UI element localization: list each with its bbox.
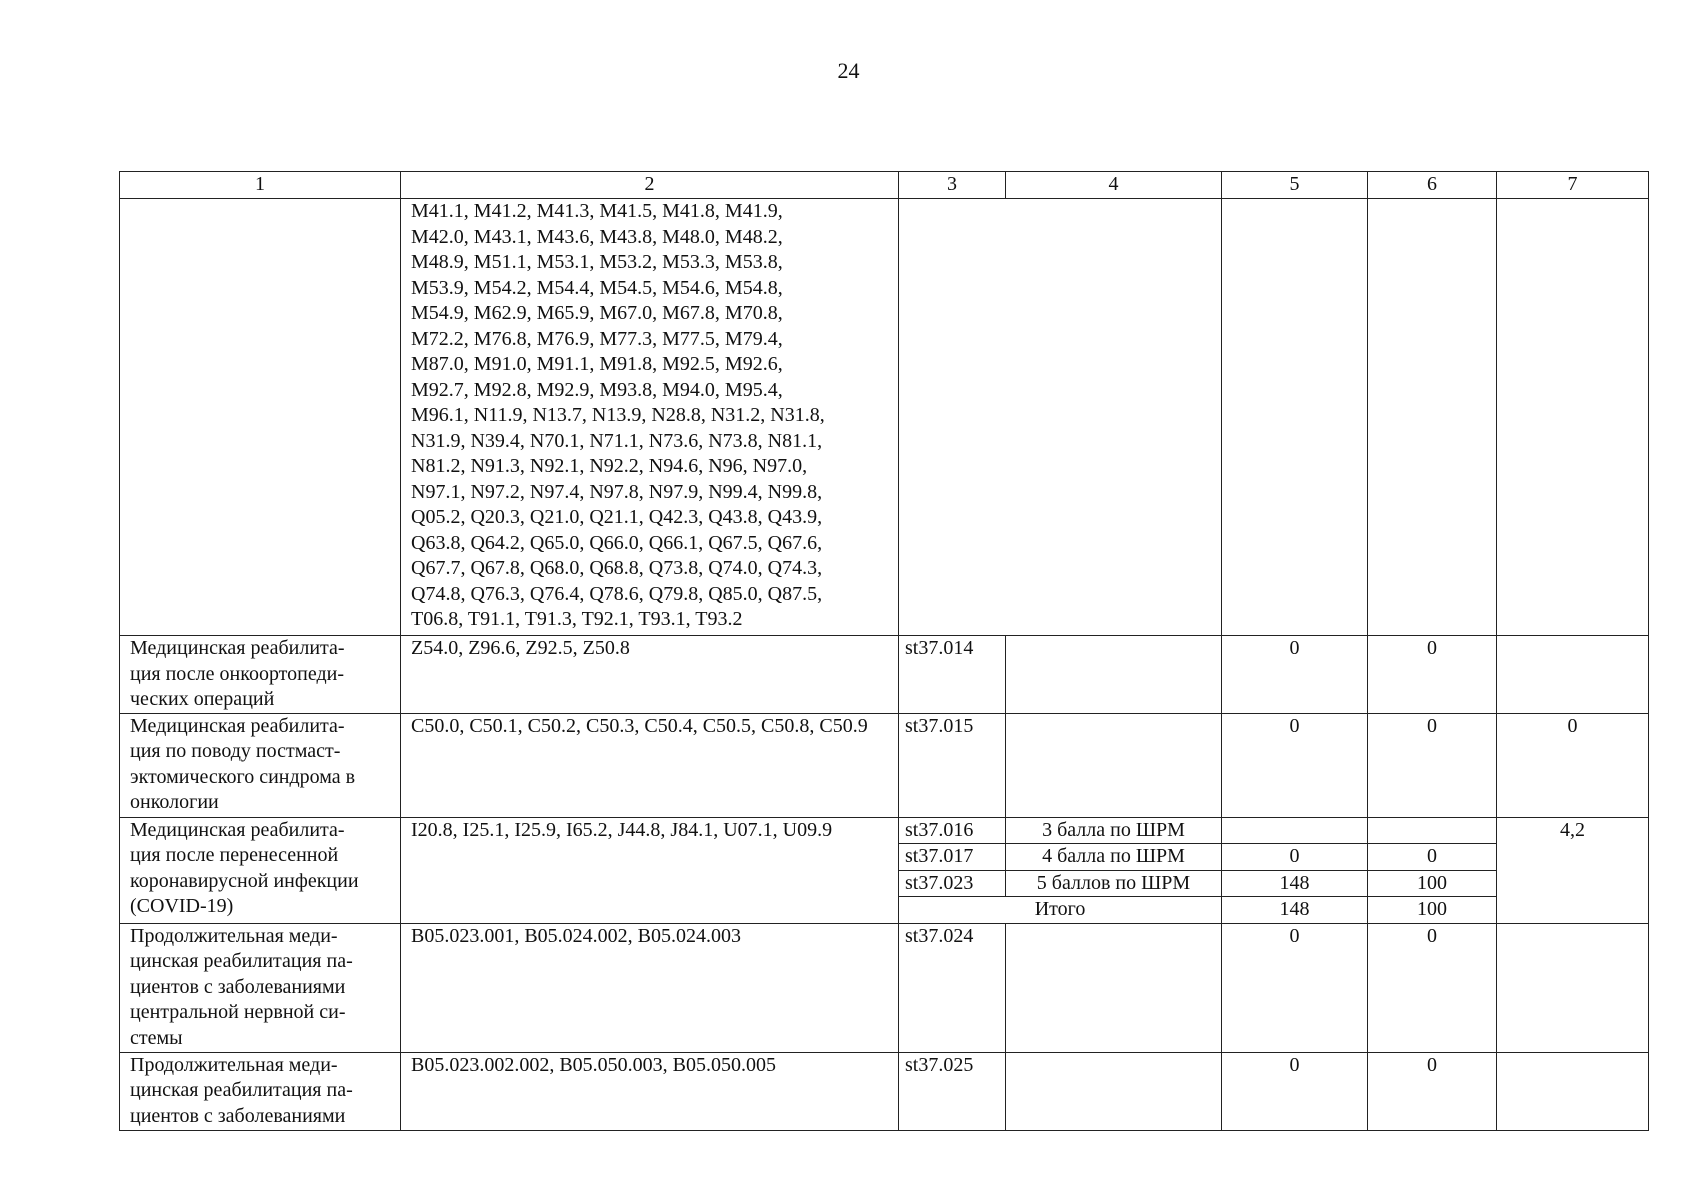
header-row <box>120 172 1649 199</box>
name-cell <box>120 817 401 923</box>
value-cell-6: 0 <box>1368 713 1497 817</box>
value-cell-6: 0 <box>1368 844 1497 871</box>
value-cell-5: 0 <box>1222 636 1368 714</box>
value-cell-6 <box>1368 199 1497 636</box>
name-cell <box>120 713 401 817</box>
value-cell-5: 0 <box>1222 923 1368 1052</box>
code-line: Q63.8, Q64.2, Q65.0, Q66.0, Q66.1, Q67.5, Q67.6, <box>411 531 823 554</box>
value-cell-6: 0 <box>1368 636 1497 714</box>
name-line: циентов с заболеваниями <box>130 975 346 998</box>
name-line: циентов с заболеваниями <box>130 1104 346 1127</box>
name-cell <box>120 923 401 1052</box>
code-line: N31.9, N39.4, N70.1, N71.1, N73.6, N73.8, N81.1, <box>411 429 823 452</box>
code-line: M53.9, M54.2, M54.4, M54.5, M54.6, M54.8, <box>411 276 783 299</box>
total-value-6: 100 <box>1368 897 1497 924</box>
header-cell-6: 6 <box>1368 172 1497 199</box>
total-value-5: 148 <box>1222 897 1368 924</box>
header-cell-1: 1 <box>120 172 401 199</box>
codes-cell: B05.023.002.002, B05.050.003, B05.050.005 <box>401 1052 899 1130</box>
name-line: ция после онкоортопеди- <box>130 662 345 685</box>
value-cell-7 <box>1497 199 1649 636</box>
value-cell-4: 3 балла по ШРМ <box>1006 817 1222 844</box>
code-line: M41.1, M41.2, M41.3, M41.5, M41.8, M41.9, <box>411 200 783 222</box>
value-cell-4 <box>1006 1052 1222 1130</box>
name-line: Продолжительная меди- <box>130 1053 338 1076</box>
value-cell-4: 4 балла по ШРМ <box>1006 844 1222 871</box>
name-line: Медицинская реабилита- <box>130 714 345 737</box>
name-cell <box>120 199 401 636</box>
code-line: Q67.7, Q67.8, Q68.0, Q68.8, Q73.8, Q74.0, Q74.3, <box>411 557 823 579</box>
code-line: M87.0, M91.0, M91.1, M91.8, M92.5, M92.6, <box>411 353 783 375</box>
ksg-code: st37.024 <box>899 923 1006 1052</box>
header-cell-3: 3 <box>899 172 1006 199</box>
codes-cell: C50.0, C50.1, C50.2, C50.3, C50.4, C50.5, C50.8, C50.9 <box>401 713 899 817</box>
name-cell <box>120 636 401 714</box>
header-cell-5: 5 <box>1222 172 1368 199</box>
value-cell-6 <box>1368 817 1497 844</box>
value-cell-5: 0 <box>1222 844 1368 871</box>
code-line: Q74.8, Q76.3, Q76.4, Q78.6, Q79.8, Q85.0, Q87.5, <box>411 582 823 605</box>
table-row <box>120 1052 1649 1130</box>
value-cell-4: 5 баллов по ШРМ <box>1006 870 1222 897</box>
value-cell-4 <box>1006 923 1222 1052</box>
ksg-code: st37.023 <box>899 870 1006 897</box>
value-cell-7 <box>1497 636 1649 714</box>
value-cell-5: 0 <box>1222 713 1368 817</box>
code-line: T06.8, T91.1, T91.3, T92.1, T93.1, T93.2 <box>411 608 743 630</box>
name-line: ция по поводу постмаст- <box>130 740 341 762</box>
tariff-table <box>119 171 1649 1131</box>
header-cell-2: 2 <box>401 172 899 199</box>
ksg-code: st37.014 <box>899 636 1006 714</box>
value-cell-5: 148 <box>1222 870 1368 897</box>
value-cell-6: 0 <box>1368 1052 1497 1130</box>
name-line: Медицинская реабилита- <box>130 637 345 659</box>
name-line: коронавирусной инфекции <box>130 869 359 892</box>
value-cell-6: 0 <box>1368 923 1497 1052</box>
name-line: ция после перенесенной <box>130 844 339 866</box>
ksg-code: st37.015 <box>899 713 1006 817</box>
value-cell-4 <box>1006 636 1222 714</box>
value-cell-7: 0 <box>1497 713 1649 817</box>
code-line: Q05.2, Q20.3, Q21.0, Q21.1, Q42.3, Q43.8, Q43.9, <box>411 506 823 528</box>
code-line: M72.2, M76.8, M76.9, M77.3, M77.5, M79.4, <box>411 327 783 350</box>
table-row-covid <box>120 817 1649 844</box>
code-line: M54.9, M62.9, M65.9, M67.0, M67.8, M70.8, <box>411 302 783 324</box>
code-line: M92.7, M92.8, M92.9, M93.8, M94.0, M95.4, <box>411 378 783 401</box>
total-label: Итого <box>899 897 1222 924</box>
name-line: эктомического синдрома в <box>130 765 356 788</box>
name-line: ческих операций <box>130 688 275 710</box>
code-line: M48.9, M51.1, M53.1, M53.2, M53.3, M53.8, <box>411 251 783 273</box>
ksg-code: st37.025 <box>899 1052 1006 1130</box>
table-row-continued <box>120 199 1649 636</box>
name-line: Продолжительная меди- <box>130 924 338 947</box>
code-line: N81.2, N91.3, N92.1, N92.2, N94.6, N96, N97.0, <box>411 455 808 477</box>
value-cell-4 <box>1006 713 1222 817</box>
value-cell-5 <box>1222 817 1368 844</box>
name-line: стемы <box>130 1026 183 1049</box>
ksg-cell <box>899 199 1222 636</box>
ksg-code: st37.016 <box>899 817 1006 844</box>
name-line: Медицинская реабилита- <box>130 818 345 841</box>
header-cell-4: 4 <box>1006 172 1222 199</box>
codes-cell: I20.8, I25.1, I25.9, I65.2, J44.8, J84.1, U07.1, U09.9 <box>401 817 899 923</box>
code-line: M96.1, N11.9, N13.7, N13.9, N28.8, N31.2, N31.8, <box>411 404 825 426</box>
header-cell-7: 7 <box>1497 172 1649 199</box>
name-cell <box>120 1052 401 1130</box>
codes-cell <box>401 199 899 636</box>
value-cell-5: 0 <box>1222 1052 1368 1130</box>
value-cell-7 <box>1497 1052 1649 1130</box>
name-line: центральной нервной си- <box>130 1001 346 1023</box>
value-cell-6: 100 <box>1368 870 1497 897</box>
table-row <box>120 636 1649 714</box>
value-cell-7: 4,2 <box>1497 817 1649 923</box>
name-line: (COVID-19) <box>130 895 234 917</box>
code-line: N97.1, N97.2, N97.4, N97.8, N97.9, N99.4, N99.8, <box>411 480 823 503</box>
codes-cell: B05.023.001, B05.024.002, B05.024.003 <box>401 923 899 1052</box>
name-line: цинская реабилитация па- <box>130 950 353 972</box>
codes-cell: Z54.0, Z96.6, Z92.5, Z50.8 <box>401 636 899 714</box>
name-line: онкологии <box>130 791 219 813</box>
page-number: 24 <box>837 58 860 83</box>
value-cell-7 <box>1497 923 1649 1052</box>
table-row <box>120 713 1649 817</box>
code-line: M42.0, M43.1, M43.6, M43.8, M48.0, M48.2, <box>411 225 783 248</box>
table-row <box>120 923 1649 1052</box>
name-line: цинская реабилитация па- <box>130 1079 353 1101</box>
value-cell-5 <box>1222 199 1368 636</box>
ksg-code: st37.017 <box>899 844 1006 871</box>
